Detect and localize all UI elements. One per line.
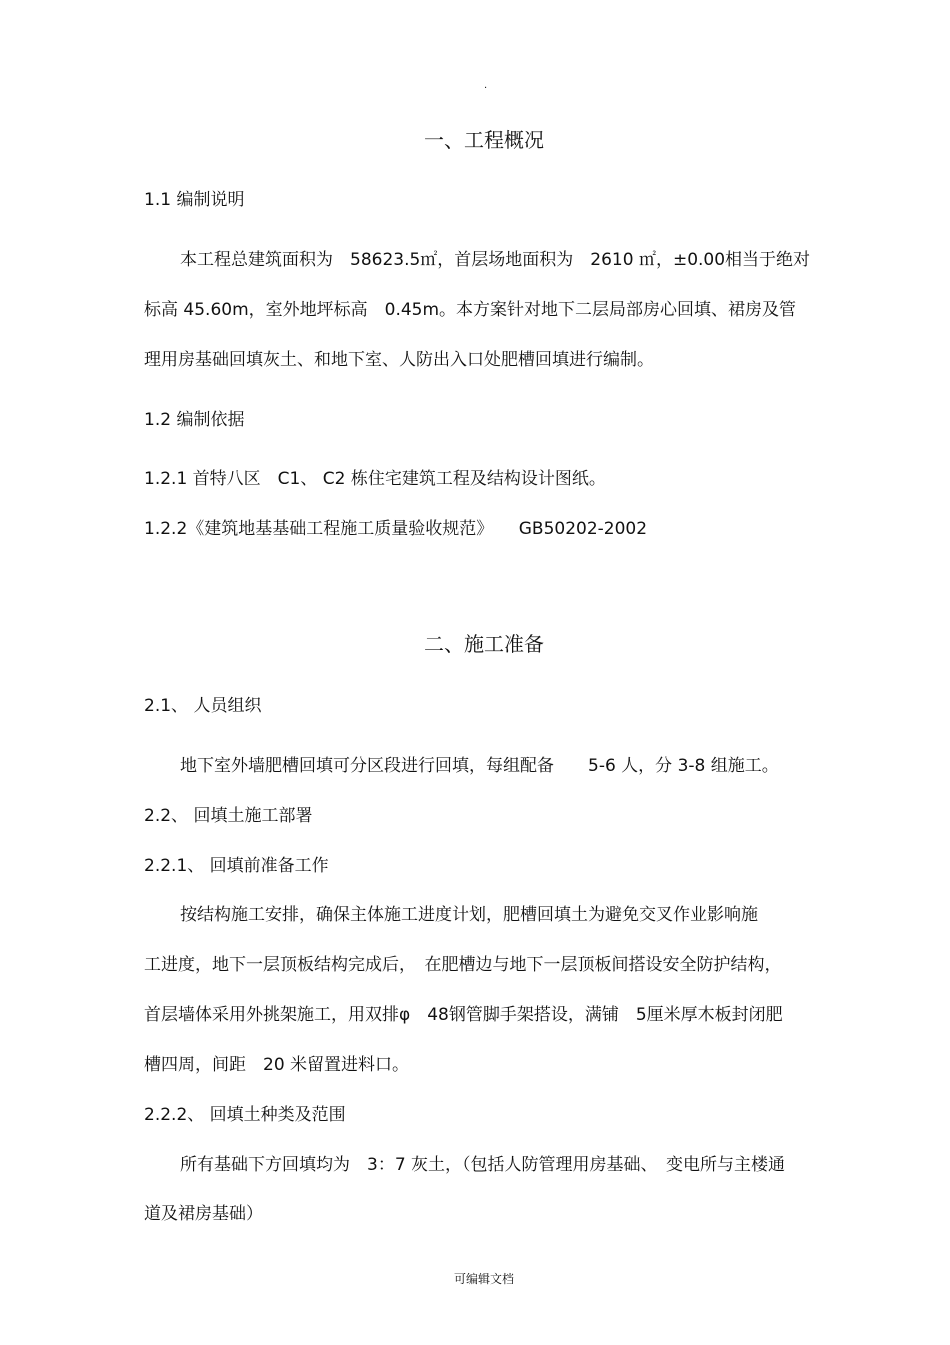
heading-2-2-2: 2.2.2、 回填土种类及范围	[144, 1105, 346, 1125]
heading-1-1: 1.1 编制说明	[144, 190, 245, 210]
header-mark: .	[484, 80, 488, 91]
paragraph-3-line-3: 首层墙体采用外挑架施工，用双排φ 48钢管脚手架搭设，满铺 5厘米厚木板封闭肥	[144, 1005, 783, 1025]
paragraph-1-line-2: 标高 45.60m，室外地坪标高 0.45m。本方案针对地下二层局部房心回填、裙房及管	[144, 300, 797, 320]
heading-1-2: 1.2 编制依据	[144, 410, 245, 430]
heading-2-2: 2.2、 回填土施工部署	[144, 806, 313, 826]
page-footer: 可编辑文档	[453, 1272, 514, 1286]
paragraph-3-line-4: 槽四周，间距 20 米留置进料口。	[144, 1055, 410, 1075]
paragraph-1-line-1: 本工程总建筑面积为 58623.5㎡，首层场地面积为 2610 ㎡，±0.00相当于绝对	[180, 250, 811, 270]
item-1-2-2: 1.2.2《建筑地基基础工程施工质量验收规范》 GB50202-2002	[144, 519, 648, 539]
section-1-title: 一、工程概况	[424, 128, 544, 152]
heading-2-1: 2.1、 人员组织	[144, 696, 262, 716]
paragraph-1-line-3: 理用房基础回填灰土、和地下室、人防出入口处肥槽回填进行编制。	[144, 350, 654, 370]
paragraph-3-line-2: 工进度，地下一层顶板结构完成后， 在肥槽边与地下一层顶板间搭设安全防护结构，	[144, 955, 782, 975]
item-1-2-1: 1.2.1 首特八区 C1、 C2 栋住宅建筑工程及结构设计图纸。	[144, 469, 606, 489]
heading-2-2-1: 2.2.1、 回填前准备工作	[144, 856, 329, 876]
paragraph-3-line-1: 按结构施工安排，确保主体施工进度计划，肥槽回填土为避免交叉作业影响施	[180, 905, 758, 925]
section-2-title: 二、施工准备	[424, 632, 544, 656]
paragraph-2: 地下室外墙肥槽回填可分区段进行回填，每组配备 5-6 人，分 3-8 组施工。	[180, 756, 779, 776]
paragraph-4-line-2: 道及裙房基础）	[144, 1204, 263, 1224]
paragraph-4-line-1: 所有基础下方回填均为 3：7 灰土，（包括人防管理用房基础、 变电所与主楼通	[180, 1155, 786, 1175]
